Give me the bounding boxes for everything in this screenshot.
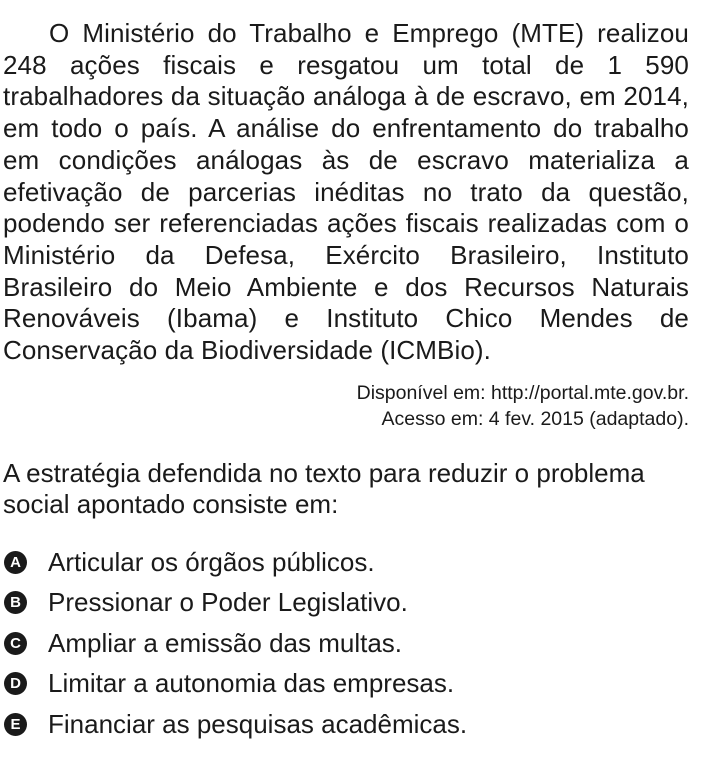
option-e[interactable] [3,704,689,745]
option-a[interactable] [3,542,689,583]
question-prompt: A estratégia defendida no texto para reduzir o problema social apontado consiste em: [3,457,645,520]
source-url-line: Disponível em: http://portal.mte.gov.br. [356,381,689,404]
option-d-text: Limitar a autonomia das empresas. [48,668,455,699]
option-b[interactable] [3,583,689,624]
passage-text: O Ministério do Trabalho e Emprego (MTE) realizou 248 ações fiscais e resgatou um total de 1 590 trabalhadores da situação análoga à de escravo, em 2014, em todo o país. A análise do enfrentamento do trabalho em condições análogas às de escravo materializa a efetivação de parcerias inéditas no trato da questão, podendo ser referenciadas ações fiscais realizadas com o Ministério da Defesa, Exército Brasileiro, Instituto Brasileiro do Meio Ambiente e dos Recursos Naturais Renováveis (Ibama) e Instituto Chico Mendes de Conservação da Biodiversidade (ICMBio). [3,18,689,366]
answer-options [3,542,689,745]
option-a-letter-badge: A [4,551,27,574]
option-d-letter-badge: D [4,672,27,695]
source-citation [3,380,689,432]
option-e-text: Financiar as pesquisas acadêmicas. [48,708,468,739]
option-c-text: Ampliar a emissão das multas. [48,627,403,658]
option-b-text: Pressionar o Poder Legislativo. [48,587,408,618]
option-b-letter-badge: B [4,591,27,614]
option-c[interactable] [3,623,689,664]
option-e-letter-badge: E [4,713,27,736]
option-a-text: Articular os órgãos públicos. [48,546,375,577]
option-d[interactable] [3,664,689,705]
source-access-date-line: Acesso em: 4 fev. 2015 (adaptado). [381,407,689,430]
option-c-letter-badge: C [4,632,27,655]
